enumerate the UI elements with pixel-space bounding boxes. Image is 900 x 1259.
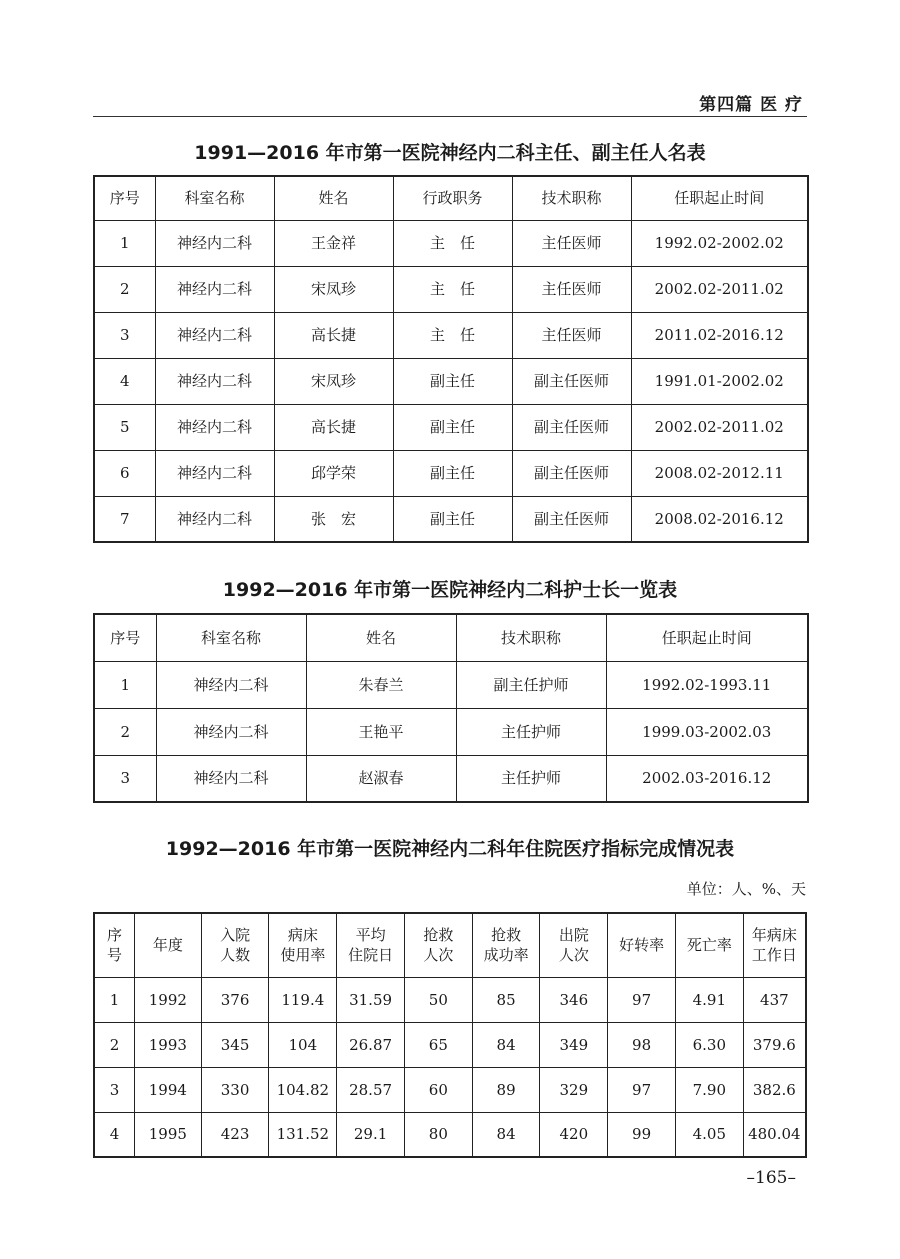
table-cell: 张 宏 <box>274 496 393 542</box>
table-cell: 副主任医师 <box>512 450 631 496</box>
page-number: –165– <box>746 1168 796 1188</box>
table-cell: 神经内二科 <box>155 266 274 312</box>
table-cell: 7.90 <box>675 1067 743 1112</box>
table-cell: 97 <box>608 977 676 1022</box>
table-cell: 2 <box>94 1022 134 1067</box>
column-header: 行政职务 <box>393 176 512 220</box>
table-cell: 1 <box>94 661 156 708</box>
table-cell: 29.1 <box>337 1112 405 1157</box>
table-cell: 副主任 <box>393 450 512 496</box>
table-cell: 2002.02-2011.02 <box>631 266 808 312</box>
table-cell: 31.59 <box>337 977 405 1022</box>
table-cell: 神经内二科 <box>155 404 274 450</box>
table-cell: 119.4 <box>269 977 337 1022</box>
table-cell: 1 <box>94 220 155 266</box>
table-cell: 80 <box>404 1112 472 1157</box>
table-cell: 349 <box>540 1022 608 1067</box>
column-header <box>743 913 806 977</box>
column-header <box>675 913 743 977</box>
table-cell: 84 <box>472 1022 540 1067</box>
column-header: 科室名称 <box>156 614 306 661</box>
table-row <box>94 977 806 1022</box>
table-cell: 神经内二科 <box>155 496 274 542</box>
table-cell: 98 <box>608 1022 676 1067</box>
table-cell: 2011.02-2016.12 <box>631 312 808 358</box>
table-cell: 423 <box>201 1112 269 1157</box>
table-cell: 104 <box>269 1022 337 1067</box>
table-cell: 高长捷 <box>274 404 393 450</box>
table-cell: 主任医师 <box>512 266 631 312</box>
column-header-line: 年度 <box>152 936 183 955</box>
column-header-line: 入院 <box>220 926 251 945</box>
table-cell: 2002.03-2016.12 <box>606 755 808 802</box>
table-row <box>94 708 808 755</box>
table-cell: 1992.02-1993.11 <box>606 661 808 708</box>
table-cell: 99 <box>608 1112 676 1157</box>
table-cell: 3 <box>94 755 156 802</box>
table-row <box>94 496 808 542</box>
table-cell: 50 <box>404 977 472 1022</box>
head-nurse-table <box>93 613 809 803</box>
table-cell: 4 <box>94 358 155 404</box>
table-cell: 神经内二科 <box>155 220 274 266</box>
table-cell: 副主任护师 <box>456 661 606 708</box>
table-cell: 379.6 <box>743 1022 806 1067</box>
column-header: 技术职称 <box>456 614 606 661</box>
table-cell: 437 <box>743 977 806 1022</box>
table-cell: 376 <box>201 977 269 1022</box>
table-row <box>94 358 808 404</box>
column-header <box>201 913 269 977</box>
table-cell: 神经内二科 <box>155 358 274 404</box>
header-row <box>94 614 808 661</box>
column-header-line: 使用率 <box>280 946 326 965</box>
column-header: 姓名 <box>306 614 456 661</box>
table-row <box>94 220 808 266</box>
table-cell: 神经内二科 <box>155 450 274 496</box>
table-row <box>94 661 808 708</box>
table-cell: 宋凤珍 <box>274 266 393 312</box>
table-cell: 神经内二科 <box>155 312 274 358</box>
table-cell: 2008.02-2012.11 <box>631 450 808 496</box>
table-cell: 副主任医师 <box>512 404 631 450</box>
table-cell: 65 <box>404 1022 472 1067</box>
indicators-table <box>93 912 807 1158</box>
table-cell: 329 <box>540 1067 608 1112</box>
table-cell: 王金祥 <box>274 220 393 266</box>
column-header <box>269 913 337 977</box>
column-header <box>134 913 201 977</box>
table-cell: 1992.02-2002.02 <box>631 220 808 266</box>
column-header-line: 出院 <box>558 926 589 945</box>
column-header-line: 号 <box>106 946 122 965</box>
table-cell: 420 <box>540 1112 608 1157</box>
column-header-line: 序 <box>106 926 122 945</box>
column-header <box>608 913 676 977</box>
table-cell: 89 <box>472 1067 540 1112</box>
table-cell: 28.57 <box>337 1067 405 1112</box>
table-cell: 5 <box>94 404 155 450</box>
table-cell: 2008.02-2016.12 <box>631 496 808 542</box>
column-header-line: 好转率 <box>619 936 665 955</box>
table-cell: 宋凤珍 <box>274 358 393 404</box>
table-row <box>94 755 808 802</box>
table-cell: 345 <box>201 1022 269 1067</box>
table-cell: 104.82 <box>269 1067 337 1112</box>
table-cell: 1992 <box>134 977 201 1022</box>
table-cell: 2 <box>94 266 155 312</box>
table-cell: 97 <box>608 1067 676 1112</box>
column-header-line: 病床 <box>287 926 318 945</box>
table-row <box>94 1022 806 1067</box>
column-header-line: 年病床 <box>751 926 797 945</box>
table-row <box>94 1067 806 1112</box>
column-header <box>337 913 405 977</box>
table-cell: 26.87 <box>337 1022 405 1067</box>
column-header: 任职起止时间 <box>606 614 808 661</box>
table-cell: 1995 <box>134 1112 201 1157</box>
column-header <box>540 913 608 977</box>
table-cell: 主 任 <box>393 266 512 312</box>
column-header-line: 人次 <box>423 946 454 965</box>
column-header: 任职起止时间 <box>631 176 808 220</box>
table-cell: 4.05 <box>675 1112 743 1157</box>
unit-note: 单位：人、%、天 <box>686 880 806 898</box>
header-row <box>94 176 808 220</box>
table-cell: 6 <box>94 450 155 496</box>
column-header-line: 死亡率 <box>686 936 732 955</box>
table-cell: 主任医师 <box>512 312 631 358</box>
table-cell: 赵淑春 <box>306 755 456 802</box>
table-cell: 王艳平 <box>306 708 456 755</box>
table-row <box>94 266 808 312</box>
table-cell: 主 任 <box>393 312 512 358</box>
table-row <box>94 1112 806 1157</box>
header-text: 第四篇 医 疗 <box>699 95 803 115</box>
column-header-line: 抢救 <box>423 926 454 945</box>
header-row <box>94 913 806 977</box>
column-header-line: 工作日 <box>751 946 797 965</box>
table-cell: 85 <box>472 977 540 1022</box>
column-header-line: 抢救 <box>491 926 522 945</box>
page-header <box>93 86 807 117</box>
table-row <box>94 404 808 450</box>
table-cell: 7 <box>94 496 155 542</box>
table-cell: 1993 <box>134 1022 201 1067</box>
column-header: 序号 <box>94 614 156 661</box>
table-cell: 高长捷 <box>274 312 393 358</box>
table-cell: 4 <box>94 1112 134 1157</box>
table-cell: 神经内二科 <box>156 708 306 755</box>
table-cell: 副主任 <box>393 496 512 542</box>
table-cell: 神经内二科 <box>156 755 306 802</box>
column-header: 序号 <box>94 176 155 220</box>
table-cell: 朱春兰 <box>306 661 456 708</box>
column-header <box>472 913 540 977</box>
table-cell: 副主任医师 <box>512 496 631 542</box>
column-header-line: 人数 <box>220 946 251 965</box>
column-header-line: 成功率 <box>483 946 529 965</box>
table-cell: 主 任 <box>393 220 512 266</box>
table-cell: 神经内二科 <box>156 661 306 708</box>
table-cell: 主任护师 <box>456 708 606 755</box>
leaders-table <box>93 175 809 543</box>
column-header: 姓名 <box>274 176 393 220</box>
table-cell: 6.30 <box>675 1022 743 1067</box>
column-header: 技术职称 <box>512 176 631 220</box>
table-cell: 副主任医师 <box>512 358 631 404</box>
table3-title: 1992—2016 年市第一医院神经内二科年住院医疗指标完成情况表 <box>165 838 735 860</box>
table-cell: 1 <box>94 977 134 1022</box>
table-cell: 1991.01-2002.02 <box>631 358 808 404</box>
table-cell: 480.04 <box>743 1112 806 1157</box>
table-cell: 主任护师 <box>456 755 606 802</box>
table-row <box>94 450 808 496</box>
table-cell: 60 <box>404 1067 472 1112</box>
table-cell: 1999.03-2002.03 <box>606 708 808 755</box>
table-cell: 邱学荣 <box>274 450 393 496</box>
table-cell: 2 <box>94 708 156 755</box>
table-cell: 131.52 <box>269 1112 337 1157</box>
column-header <box>94 913 134 977</box>
column-header-line: 住院日 <box>348 946 394 965</box>
table-cell: 主任医师 <box>512 220 631 266</box>
table-cell: 副主任 <box>393 358 512 404</box>
table-cell: 3 <box>94 312 155 358</box>
table-cell: 84 <box>472 1112 540 1157</box>
table-cell: 330 <box>201 1067 269 1112</box>
column-header-line: 平均 <box>355 926 386 945</box>
table-cell: 1994 <box>134 1067 201 1112</box>
table-cell: 4.91 <box>675 977 743 1022</box>
table-cell: 2002.02-2011.02 <box>631 404 808 450</box>
column-header-line: 人次 <box>558 946 589 965</box>
table-cell: 3 <box>94 1067 134 1112</box>
table-cell: 346 <box>540 977 608 1022</box>
table-cell: 382.6 <box>743 1067 806 1112</box>
table-cell: 副主任 <box>393 404 512 450</box>
table-row <box>94 312 808 358</box>
table1-title: 1991—2016 年市第一医院神经内二科主任、副主任人名表 <box>194 142 706 164</box>
column-header: 科室名称 <box>155 176 274 220</box>
table2-title: 1992—2016 年市第一医院神经内二科护士长一览表 <box>222 579 678 601</box>
column-header <box>404 913 472 977</box>
